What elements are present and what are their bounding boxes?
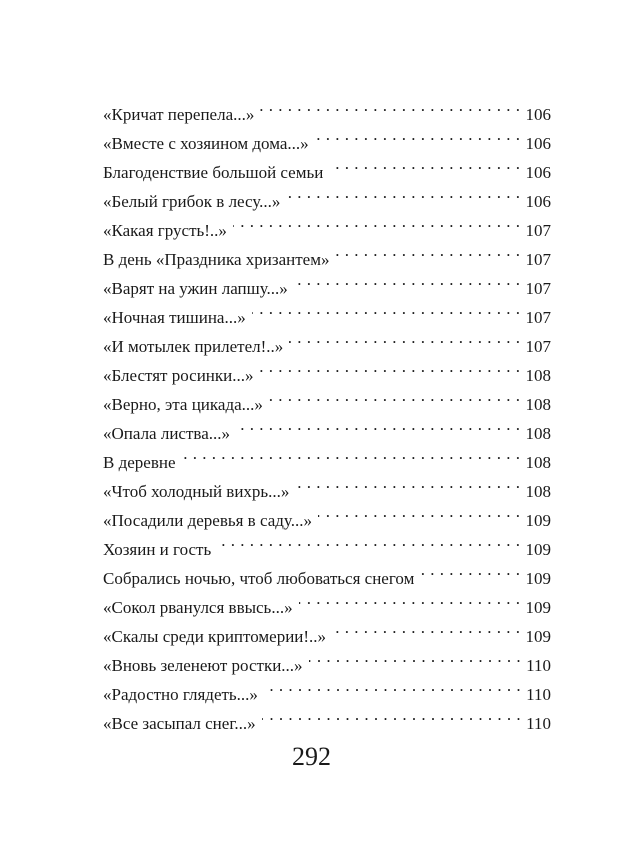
toc-leader-dots bbox=[286, 178, 520, 207]
toc-entry-title: «Вместе с хозяином дома...» bbox=[103, 134, 309, 153]
table-of-contents bbox=[103, 91, 551, 733]
toc-entry-page: 106 bbox=[525, 134, 551, 153]
toc-entry-page: 107 bbox=[525, 221, 551, 240]
toc-entry-title: «Варят на ужин лапшу...» bbox=[103, 279, 288, 298]
toc-entry-title: «Верно, эта цикада...» bbox=[103, 395, 263, 414]
toc-leader-dots bbox=[262, 700, 521, 729]
toc-leader-dots bbox=[299, 584, 521, 613]
toc-leader-dots bbox=[315, 120, 521, 149]
toc-leader-dots bbox=[182, 439, 521, 468]
toc-leader-dots bbox=[335, 236, 520, 265]
toc-leader-dots bbox=[217, 526, 520, 555]
toc-entry-title: «Вновь зеленеют ростки...» bbox=[103, 656, 303, 675]
toc-entry-page: 106 bbox=[525, 163, 551, 182]
toc-entry-page: 108 bbox=[525, 482, 551, 501]
toc-leader-dots bbox=[260, 352, 521, 381]
toc-entry-title: «Сокол рванулся ввысь...» bbox=[103, 598, 293, 617]
toc-entry-title: «Какая грусть!..» bbox=[103, 221, 227, 240]
toc-leader-dots bbox=[289, 323, 520, 352]
toc-leader-dots bbox=[420, 555, 520, 584]
toc-entry-title: «И мотылек прилетел!..» bbox=[103, 337, 284, 356]
page-number: 292 bbox=[292, 742, 331, 771]
toc-entry-page: 109 bbox=[525, 540, 551, 559]
toc-entry-title: «Радостно глядеть...» bbox=[103, 685, 258, 704]
toc-leader-dots bbox=[309, 642, 522, 671]
toc-entry-page: 110 bbox=[526, 685, 551, 704]
toc-entry-title: В день «Праздника хризантем» bbox=[103, 250, 330, 269]
toc-entry-page: 107 bbox=[525, 337, 551, 356]
toc-entry-page: 107 bbox=[525, 250, 551, 269]
toc-entry-page: 106 bbox=[525, 105, 551, 124]
toc-entry-title: «Все засыпал снег...» bbox=[103, 714, 256, 733]
toc-entry-title: «Чтоб холодный вихрь...» bbox=[103, 482, 290, 501]
toc-leader-dots bbox=[269, 381, 521, 410]
toc-leader-dots bbox=[295, 468, 520, 497]
toc-entry-title: «Ночная тишина...» bbox=[103, 308, 246, 327]
toc-entry-page: 108 bbox=[525, 424, 551, 443]
toc-entry-title: В деревне bbox=[103, 453, 176, 472]
toc-entry-page: 107 bbox=[525, 279, 551, 298]
toc-entry-page: 109 bbox=[525, 627, 551, 646]
toc-entry-title: Собрались ночью, чтоб любоваться снегом bbox=[103, 569, 415, 588]
toc-entry bbox=[103, 91, 551, 124]
toc-leader-dots bbox=[233, 207, 521, 236]
toc-entry-title: «Скалы среди криптомерии!..» bbox=[103, 627, 327, 646]
toc-entry-page: 108 bbox=[525, 366, 551, 385]
toc-entry-title: «Опала листва...» bbox=[103, 424, 231, 443]
toc-entry-page: 110 bbox=[526, 714, 551, 733]
toc-entry-title: «Кричат перепела...» bbox=[103, 105, 255, 124]
toc-entry-title: «Блестят росинки...» bbox=[103, 366, 254, 385]
toc-entry-title: «Белый грибок в лесу...» bbox=[103, 192, 281, 211]
toc-entry-page: 110 bbox=[526, 656, 551, 675]
toc-entry-title: Благоденствие большой семьи bbox=[103, 163, 324, 182]
toc-leader-dots bbox=[332, 613, 520, 642]
toc-entry-page: 109 bbox=[525, 569, 551, 588]
toc-entry-page: 107 bbox=[525, 308, 551, 327]
toc-leader-dots bbox=[294, 265, 521, 294]
toc-leader-dots bbox=[252, 294, 521, 323]
toc-leader-dots bbox=[264, 671, 521, 700]
toc-entry-title: Хозяин и гость bbox=[103, 540, 212, 559]
toc-entry-page: 109 bbox=[525, 598, 551, 617]
toc-entry-title: «Посадили деревья в саду...» bbox=[103, 511, 312, 530]
toc-entry-page: 109 bbox=[525, 511, 551, 530]
toc-leader-dots bbox=[236, 410, 520, 439]
toc-entry-page: 108 bbox=[525, 395, 551, 414]
toc-leader-dots bbox=[329, 149, 520, 178]
toc-leader-dots bbox=[260, 91, 520, 120]
toc-entry-page: 106 bbox=[525, 192, 551, 211]
toc-entry-page: 108 bbox=[525, 453, 551, 472]
toc-leader-dots bbox=[318, 497, 521, 526]
